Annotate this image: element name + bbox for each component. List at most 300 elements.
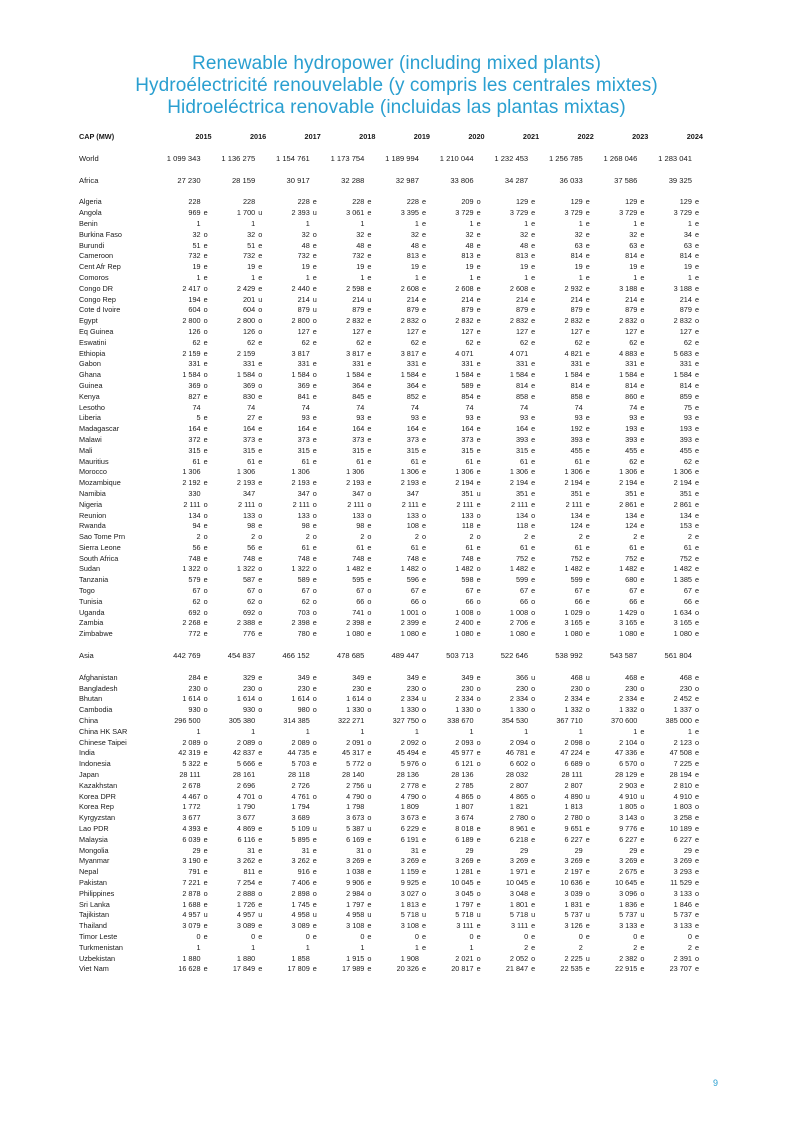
value-cell xyxy=(321,813,376,824)
cell-value: 1 614 xyxy=(291,694,310,704)
value-cell xyxy=(539,813,594,824)
estimate-flag: e xyxy=(694,521,699,531)
value-cell xyxy=(212,381,267,392)
estimate-flag: o xyxy=(531,705,536,715)
value-cell xyxy=(485,370,540,381)
cell-value: 66 xyxy=(465,596,474,606)
value-cell xyxy=(375,889,430,900)
estimate-flag: e xyxy=(367,575,372,585)
estimate-flag: e xyxy=(585,456,590,466)
estimate-flag: e xyxy=(640,931,645,941)
cell-value: 164 xyxy=(188,424,201,434)
value-cell xyxy=(594,802,649,813)
cell-value: 3 269 xyxy=(455,856,474,866)
estimate-flag: o xyxy=(476,791,481,801)
cell-value: 4 910 xyxy=(673,791,692,801)
value-cell xyxy=(321,521,376,532)
row-label: Indonesia xyxy=(79,759,111,769)
cell-value: 1 306 xyxy=(455,467,474,477)
value-cell xyxy=(321,295,376,306)
cell-value: 1 xyxy=(469,272,474,282)
cell-value: 1 614 xyxy=(182,694,201,704)
value-cell xyxy=(430,403,485,414)
value-cell xyxy=(266,932,321,943)
cell-value: 814 xyxy=(625,380,638,390)
value-cell xyxy=(430,251,485,262)
cell-value: 36 033 xyxy=(559,175,583,185)
cell-value: 327 750 xyxy=(392,716,419,726)
cell-value: 1 726 xyxy=(236,899,256,909)
estimate-flag: o xyxy=(312,791,317,801)
value-cell xyxy=(321,457,376,468)
value-cell xyxy=(594,295,649,306)
estimate-flag: o xyxy=(312,596,317,606)
value-cell xyxy=(539,392,594,403)
cell-value: 296 500 xyxy=(174,716,201,726)
value-cell xyxy=(266,284,321,295)
value-cell xyxy=(212,608,267,619)
cell-value: 10 045 xyxy=(505,878,529,887)
cell-value: 1 306 xyxy=(400,467,419,477)
cell-value: 879 xyxy=(679,305,692,315)
estimate-flag: o xyxy=(640,705,645,715)
value-cell xyxy=(266,738,321,749)
value-cell xyxy=(539,446,594,457)
value-cell xyxy=(266,705,321,716)
value-cell xyxy=(539,716,594,727)
value-cell xyxy=(157,738,212,749)
value-cell xyxy=(266,359,321,370)
value-cell xyxy=(594,835,649,846)
value-cell xyxy=(321,586,376,597)
value-cell xyxy=(648,511,703,522)
value-cell xyxy=(430,327,485,338)
cell-value: 51 xyxy=(247,240,256,250)
estimate-flag: e xyxy=(421,197,427,207)
cell-value: 6 227 xyxy=(564,834,583,844)
cell-value: 1 809 xyxy=(400,802,419,812)
row-label: Tajikistan xyxy=(79,910,110,920)
value-cell xyxy=(648,651,703,662)
page-titles xyxy=(0,53,793,119)
cell-value: 214 xyxy=(352,294,365,304)
value-cell xyxy=(266,684,321,695)
cell-value: 1 xyxy=(251,726,256,736)
estimate-flag: e xyxy=(694,488,699,498)
estimate-flag: e xyxy=(585,413,590,423)
cell-value: 11 529 xyxy=(670,878,692,887)
cell-value: 3 262 xyxy=(291,856,310,866)
cell-value: 347 xyxy=(406,488,419,498)
value-cell xyxy=(321,316,376,327)
value-cell xyxy=(539,424,594,435)
estimate-flag: e xyxy=(531,240,536,250)
row-label: Lao PDR xyxy=(79,824,109,834)
cell-value: 164 xyxy=(461,424,474,434)
estimate-flag: e xyxy=(694,575,699,585)
estimate-flag: e xyxy=(694,564,699,574)
cell-value: 3 133 xyxy=(673,921,692,931)
cell-value: 6 689 xyxy=(564,759,583,769)
value-cell xyxy=(430,511,485,522)
value-cell xyxy=(321,154,376,165)
cell-value: 2 xyxy=(633,532,638,542)
cell-value: 230 xyxy=(515,683,529,693)
estimate-flag: o xyxy=(367,510,372,520)
estimate-flag: e xyxy=(585,834,590,844)
cell-value: 1 080 xyxy=(619,629,638,639)
cell-value: 2 xyxy=(251,532,256,542)
value-cell xyxy=(157,381,212,392)
value-cell xyxy=(594,370,649,381)
estimate-flag: e xyxy=(476,229,481,239)
estimate-flag: o xyxy=(640,759,645,769)
estimate-flag: e xyxy=(312,413,317,423)
value-cell xyxy=(485,738,540,749)
value-cell xyxy=(375,575,430,586)
estimate-flag: e xyxy=(476,878,481,887)
cell-value: 522 646 xyxy=(500,651,529,661)
value-cell xyxy=(485,608,540,619)
estimate-flag: e xyxy=(367,424,372,434)
value-cell xyxy=(212,154,267,165)
estimate-flag: e xyxy=(694,694,699,704)
cell-value: 879 xyxy=(352,305,365,315)
value-cell xyxy=(212,781,267,792)
estimate-flag: e xyxy=(476,672,481,682)
estimate-flag: e xyxy=(531,370,536,380)
cell-value: 331 xyxy=(188,359,201,369)
estimate-flag: e xyxy=(203,337,208,347)
cell-value: 93 xyxy=(683,413,692,423)
estimate-flag: e xyxy=(531,208,536,218)
estimate-flag: e xyxy=(367,348,372,358)
cell-value: 2 334 xyxy=(455,694,474,704)
value-cell xyxy=(321,802,376,813)
cell-value: 0 xyxy=(196,931,201,941)
value-cell xyxy=(375,597,430,608)
estimate-flag: e xyxy=(476,218,481,228)
cell-value: 228 xyxy=(352,197,365,207)
value-cell xyxy=(430,359,485,370)
cell-value: 0 xyxy=(360,931,365,941)
cell-value: 74 xyxy=(465,402,474,412)
cell-value: 62 xyxy=(574,337,583,347)
estimate-flag: e xyxy=(531,921,536,931)
cell-value: 1 330 xyxy=(509,705,529,715)
table-row xyxy=(79,349,703,360)
cell-value: 468 xyxy=(570,672,583,682)
value-cell xyxy=(430,370,485,381)
value-cell xyxy=(321,770,376,781)
cell-value: 599 xyxy=(570,575,583,585)
value-cell xyxy=(485,705,540,716)
cell-value: 1 xyxy=(687,272,692,282)
cell-value: 1 256 785 xyxy=(548,153,583,163)
cell-value: 2 104 xyxy=(619,737,638,747)
row-label: Sierra Leone xyxy=(79,542,121,552)
estimate-flag: o xyxy=(421,316,427,326)
estimate-flag: e xyxy=(367,542,372,552)
value-cell xyxy=(157,792,212,803)
value-cell xyxy=(539,932,594,943)
value-cell xyxy=(648,889,703,900)
estimate-flag: o xyxy=(258,564,263,574)
estimate-flag: e xyxy=(421,867,427,877)
estimate-flag: e xyxy=(694,716,699,726)
estimate-flag: e xyxy=(367,370,372,380)
cell-value: 814 xyxy=(515,380,529,390)
cell-value: 19 xyxy=(356,262,365,272)
estimate-flag: e xyxy=(640,434,645,444)
estimate-flag: e xyxy=(203,251,208,261)
cell-value: 133 xyxy=(352,510,365,520)
cell-value: 3 079 xyxy=(182,921,201,931)
value-cell xyxy=(648,964,703,975)
cell-value: 0 xyxy=(414,931,419,941)
value-cell xyxy=(157,511,212,522)
cell-value: 62 xyxy=(683,337,692,347)
value-cell xyxy=(594,176,649,187)
estimate-flag: e xyxy=(531,283,536,293)
value-cell xyxy=(594,554,649,565)
estimate-flag: e xyxy=(421,553,427,563)
estimate-flag: e xyxy=(312,456,317,466)
value-cell xyxy=(157,359,212,370)
cell-value: 62 xyxy=(192,337,201,347)
cell-value: 48 xyxy=(520,240,529,250)
value-cell xyxy=(157,284,212,295)
row-label: Asia xyxy=(79,651,94,661)
cell-value: 1 080 xyxy=(509,629,529,639)
cell-value: 28 194 xyxy=(669,770,692,780)
cell-value: 879 xyxy=(625,305,638,315)
estimate-flag: e xyxy=(367,921,372,931)
estimate-flag: o xyxy=(203,737,208,747)
value-cell xyxy=(648,575,703,586)
value-cell xyxy=(321,197,376,208)
cell-value: 93 xyxy=(356,413,365,423)
value-cell xyxy=(539,251,594,262)
cell-value: 47 508 xyxy=(669,748,692,758)
estimate-flag: e xyxy=(585,532,590,542)
cell-value: 124 xyxy=(625,521,638,531)
cell-value: 852 xyxy=(406,391,419,401)
value-cell xyxy=(594,684,649,695)
value-cell xyxy=(321,943,376,954)
table-row xyxy=(79,467,703,478)
cell-value: 2 429 xyxy=(236,283,256,293)
cell-value: 1 971 xyxy=(509,867,529,877)
value-cell xyxy=(266,305,321,316)
value-cell xyxy=(648,489,703,500)
estimate-flag: e xyxy=(312,759,317,769)
cell-value: 2 932 xyxy=(564,283,583,293)
value-cell xyxy=(375,457,430,468)
estimate-flag: e xyxy=(585,575,590,585)
value-cell xyxy=(594,197,649,208)
estimate-flag: e xyxy=(258,337,263,347)
cell-value: 879 xyxy=(406,305,419,315)
cell-value: 62 xyxy=(301,337,310,347)
estimate-flag: e xyxy=(531,878,536,887)
cell-value: 39 325 xyxy=(668,175,692,185)
value-cell xyxy=(375,251,430,262)
cell-value: 48 xyxy=(465,240,474,250)
cell-value: 66 xyxy=(410,596,419,606)
cell-value: 28 140 xyxy=(342,770,365,780)
estimate-flag: e xyxy=(258,824,263,834)
estimate-flag: e xyxy=(640,921,645,931)
table-row xyxy=(79,338,703,349)
estimate-flag: e xyxy=(694,229,699,239)
cell-value: 4 071 xyxy=(509,348,529,358)
cell-value: 228 xyxy=(297,197,310,207)
estimate-flag: e xyxy=(585,218,590,228)
value-cell xyxy=(430,932,485,943)
cell-value: 315 xyxy=(461,445,474,455)
estimate-flag: e xyxy=(531,964,536,974)
value-cell xyxy=(321,489,376,500)
cell-value: 19 xyxy=(247,262,256,272)
estimate-flag: e xyxy=(531,748,536,758)
cell-value: 393 xyxy=(625,434,638,444)
value-cell xyxy=(594,403,649,414)
cell-value: 2 xyxy=(414,532,419,542)
value-cell xyxy=(321,597,376,608)
value-cell xyxy=(594,262,649,273)
cell-value: 127 xyxy=(570,326,583,336)
cell-value: 62 xyxy=(520,337,529,347)
table-row xyxy=(79,575,703,586)
cell-value: 4 821 xyxy=(564,348,583,358)
estimate-flag: u xyxy=(476,910,481,920)
estimate-flag: e xyxy=(640,424,645,434)
cell-value: 61 xyxy=(301,542,310,552)
value-cell xyxy=(430,424,485,435)
value-cell xyxy=(430,273,485,284)
value-cell xyxy=(375,802,430,813)
table-row xyxy=(79,251,703,262)
cell-value: 48 xyxy=(356,240,365,250)
value-cell xyxy=(648,370,703,381)
value-cell xyxy=(648,684,703,695)
estimate-flag: o xyxy=(421,888,427,898)
cell-value: 67 xyxy=(192,586,201,596)
value-cell xyxy=(321,651,376,662)
estimate-flag: e xyxy=(258,964,263,974)
value-cell xyxy=(485,273,540,284)
cell-value: 6 227 xyxy=(673,834,692,844)
cell-value: 3 133 xyxy=(673,888,692,898)
cell-value: 1 xyxy=(305,942,310,952)
cell-value: 45 317 xyxy=(342,748,365,758)
value-cell xyxy=(430,284,485,295)
cell-value: 5 895 xyxy=(291,834,310,844)
value-cell xyxy=(321,349,376,360)
value-cell xyxy=(539,651,594,662)
value-cell xyxy=(157,241,212,252)
value-cell xyxy=(321,694,376,705)
value-cell xyxy=(430,554,485,565)
value-cell xyxy=(594,727,649,738)
estimate-flag: e xyxy=(531,197,536,207)
estimate-flag: o xyxy=(203,229,208,239)
estimate-flag: e xyxy=(421,942,427,952)
cell-value: 331 xyxy=(461,359,474,369)
cell-value: 1 429 xyxy=(619,607,638,617)
cell-value: 6 191 xyxy=(400,834,419,844)
cell-value: 10 189 xyxy=(669,824,692,834)
value-cell xyxy=(321,532,376,543)
value-cell xyxy=(212,651,267,662)
estimate-flag: e xyxy=(203,856,208,866)
cell-value: 5 718 xyxy=(400,910,419,920)
estimate-flag: o xyxy=(694,683,699,693)
estimate-flag: u xyxy=(421,910,427,920)
cell-value: 47 224 xyxy=(560,748,583,758)
cell-value: 5 772 xyxy=(346,759,365,769)
cell-value: 748 xyxy=(243,553,256,563)
cell-value: 284 xyxy=(188,672,201,682)
cell-value: 315 xyxy=(352,445,365,455)
value-cell xyxy=(648,219,703,230)
value-cell xyxy=(321,413,376,424)
estimate-flag: o xyxy=(258,694,263,704)
value-cell xyxy=(539,673,594,684)
cell-value: 2 756 xyxy=(346,780,365,790)
estimate-flag: e xyxy=(421,218,427,228)
value-cell xyxy=(430,154,485,165)
value-cell xyxy=(648,316,703,327)
estimate-flag: e xyxy=(367,434,372,444)
value-cell xyxy=(266,618,321,629)
value-cell xyxy=(594,154,649,165)
estimate-flag: e xyxy=(694,629,699,639)
cell-value: 93 xyxy=(520,413,529,423)
estimate-flag: e xyxy=(531,337,536,347)
cell-value: 8 961 xyxy=(509,824,529,834)
estimate-flag: e xyxy=(694,770,699,780)
estimate-flag: e xyxy=(640,197,645,207)
estimate-flag: o xyxy=(367,845,372,855)
cell-value: 1 xyxy=(305,272,310,282)
estimate-flag: o xyxy=(203,791,208,801)
cell-value: 230 xyxy=(297,683,310,693)
estimate-flag: e xyxy=(312,931,317,941)
value-cell xyxy=(157,694,212,705)
cell-value: 6 039 xyxy=(182,834,201,844)
estimate-flag: e xyxy=(476,921,481,931)
cell-value: 4 393 xyxy=(182,824,201,834)
estimate-flag: u xyxy=(531,910,536,920)
estimate-flag: e xyxy=(312,359,317,369)
value-cell xyxy=(539,792,594,803)
estimate-flag: o xyxy=(258,737,263,747)
cell-value: 127 xyxy=(461,326,474,336)
cell-value: 561 804 xyxy=(664,651,692,661)
cell-value: 3 133 xyxy=(619,921,638,931)
value-cell xyxy=(594,532,649,543)
cell-value: 74 xyxy=(356,402,365,412)
value-cell xyxy=(648,792,703,803)
estimate-flag: e xyxy=(585,445,590,455)
cell-value: 1 xyxy=(196,218,201,228)
cell-value: 1 001 xyxy=(400,607,419,617)
cell-value: 2 861 xyxy=(619,499,638,509)
cell-value: 75 xyxy=(683,402,692,412)
cell-value: 454 837 xyxy=(227,651,256,661)
